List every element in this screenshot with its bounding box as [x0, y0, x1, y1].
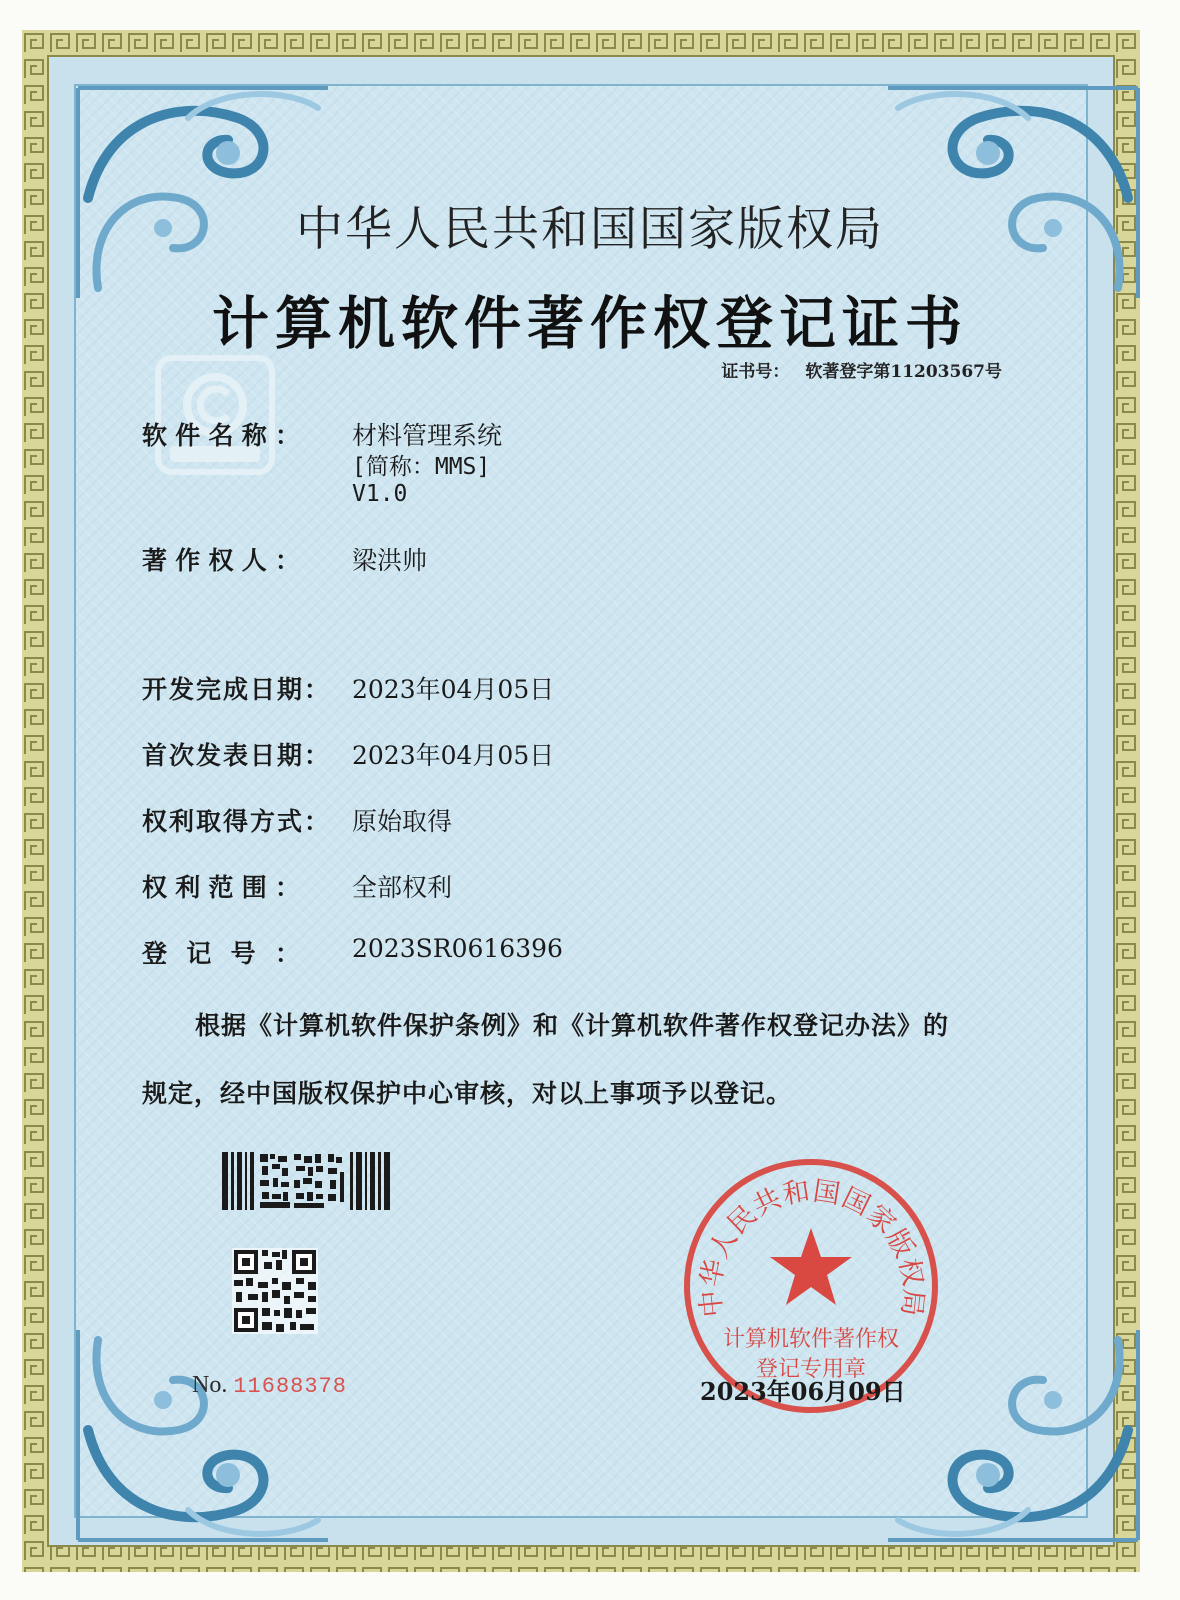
development-date-value: 2023年04月05日 [352, 675, 555, 704]
serial-number [192, 1372, 347, 1399]
certificate-number [721, 357, 1002, 382]
certificate-title: 计算机软件著作权登记证书 [212, 290, 968, 357]
registration-number-value: 2023SR0616396 [352, 934, 563, 963]
acquisition-method-label: 权利取得方式： [142, 807, 332, 836]
serial-prefix: No. [192, 1372, 228, 1398]
publication-date-label: 首次发表日期： [142, 741, 332, 770]
issuer-heading: 中华人民共和国国家版权局 [296, 202, 884, 257]
barcode-icon [222, 1152, 390, 1210]
copyright-watermark-icon [150, 350, 280, 480]
statement-line-2: 规定，经中国版权保护中心审核，对以上事项予以登记。 [142, 1079, 793, 1108]
development-date-label: 开发完成日期： [142, 675, 332, 704]
seal-arc-text: 中华人民共和国国家版权局 [695, 1175, 929, 1319]
certificate-number-value: 软著登字第11203567号 [805, 362, 1002, 382]
registration-number-label: 登记号： [142, 939, 302, 968]
serial-number-value: 11688378 [233, 1374, 347, 1399]
seal-line-1: 计算机软件著作权 [722, 1327, 900, 1352]
seal-line-2: 登记专用章 [755, 1357, 867, 1382]
rights-scope-label: 权利范围： [142, 873, 302, 902]
copyright-owner-value: 梁洪帅 [352, 546, 428, 575]
certificate-number-label: 证书号： [721, 362, 790, 382]
acquisition-method-value: 原始取得 [352, 807, 453, 836]
rights-scope-value: 全部权利 [352, 873, 453, 902]
publication-date-value: 2023年04月05日 [352, 741, 555, 770]
corner-ornament-icon [68, 1320, 338, 1550]
software-short-name: [简称：MMS] [352, 454, 491, 480]
software-name-value: 材料管理系统 [352, 421, 503, 450]
copyright-owner-label: 著作权人： [142, 546, 302, 575]
software-name-label: 软件名称： [142, 421, 302, 450]
software-version: V1.0 [352, 481, 408, 507]
qr-code-icon [232, 1248, 318, 1334]
statement-line-1: 根据《计算机软件保护条例》和《计算机软件著作权登记办法》的 [195, 1011, 950, 1040]
issue-date: 2023年06月09日 [700, 1377, 906, 1406]
